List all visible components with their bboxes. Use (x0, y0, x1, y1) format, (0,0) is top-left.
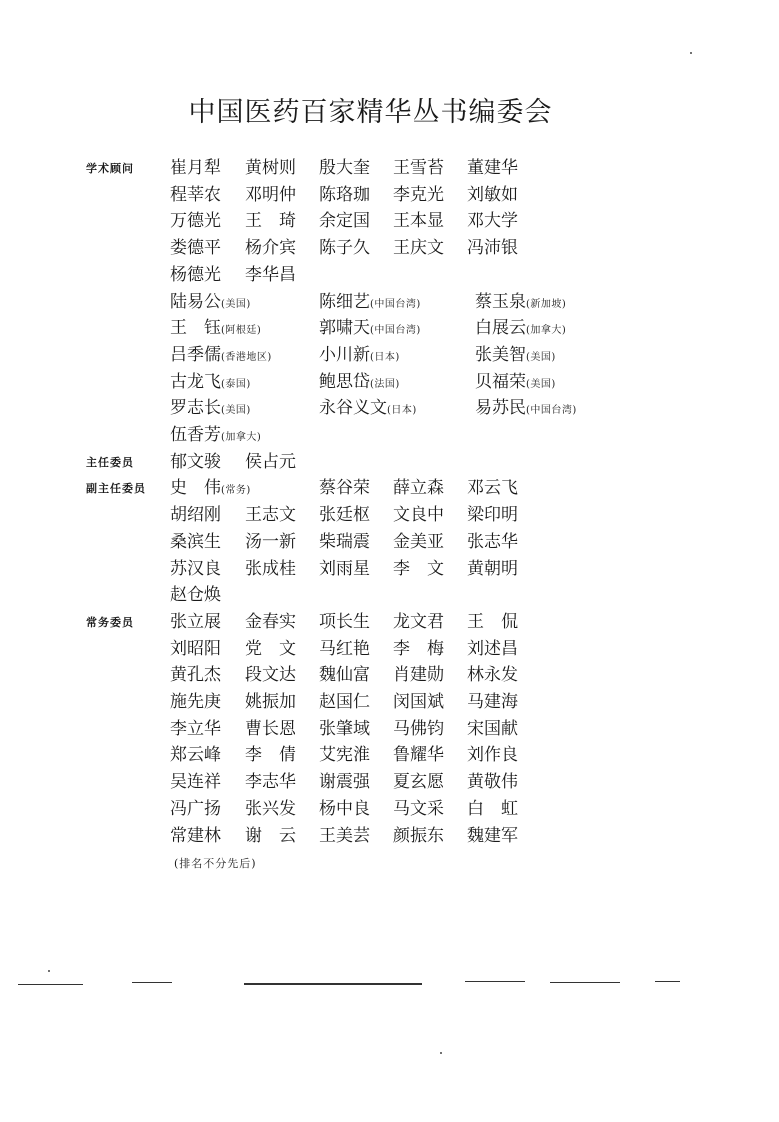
member-name: 陈子久 (319, 238, 370, 259)
member-name: 杨介宾 (245, 238, 296, 259)
member-name: 曹长恩 (245, 718, 296, 739)
member-name: 王庆文 (393, 238, 444, 259)
member-name: 谢 云 (245, 825, 296, 846)
member-name: 郭啸天(中国台湾) (319, 318, 421, 339)
member-name: 黄树则 (245, 158, 296, 178)
member-name: 张廷枢 (319, 505, 370, 526)
member-name: 苏汉良 (170, 558, 221, 579)
member-name: 胡绍刚 (170, 505, 221, 526)
member-note: (美国) (526, 351, 556, 363)
member-name: 刘雨星 (319, 558, 370, 579)
member-name: 金春实 (245, 611, 296, 632)
member-name: 王本显 (393, 211, 444, 232)
member-name: 白展云(加拿大) (475, 318, 567, 339)
member-name: 常建林 (170, 825, 221, 846)
member-name: 马佛钧 (393, 718, 444, 739)
member-note: (美国) (221, 298, 251, 310)
member-name: 魏仙富 (319, 665, 370, 686)
member-name: 李华昌 (245, 264, 296, 285)
member-name: 魏建军 (467, 825, 518, 846)
member-note: (新加坡) (526, 298, 567, 310)
member-name: 艾宪淮 (319, 745, 370, 766)
member-name: 伍香芳(加拿大) (170, 425, 262, 445)
member-note: (美国) (526, 378, 556, 390)
member-name: 李志华 (245, 772, 296, 793)
member-note: (中国台湾) (370, 325, 421, 337)
member-name: 柴瑞震 (319, 531, 370, 552)
member-name: 桑滨生 (170, 531, 221, 552)
member-name: 冯沛银 (467, 238, 518, 259)
member-name: 汤一新 (245, 531, 296, 552)
member-note: (日本) (387, 405, 417, 417)
member-name: 王美芸 (319, 825, 370, 846)
member-name: 小川新(日本) (319, 344, 400, 365)
member-name: 林永发 (467, 665, 518, 686)
member-name: 王志文 (245, 505, 296, 526)
member-note: (加拿大) (526, 325, 567, 337)
member-name: 赵国仁 (319, 692, 370, 712)
member-note: (法国) (370, 378, 400, 390)
section-label: 常务委员 (86, 615, 134, 629)
member-name: 肖建勋 (393, 665, 444, 686)
member-name: 文良中 (393, 505, 444, 526)
member-name: 宋国献 (467, 718, 518, 739)
member-name: 陈珞珈 (319, 184, 370, 205)
member-name: 崔月犁 (170, 158, 221, 178)
member-name: 王 侃 (467, 611, 518, 632)
member-name: 谢震强 (319, 772, 370, 793)
member-name: 史 伟(常务) (170, 478, 251, 499)
member-name: 马建海 (467, 692, 518, 712)
member-name: 王 琦 (245, 211, 296, 232)
member-name: 龙文君 (393, 611, 444, 632)
member-note: (中国台湾) (370, 298, 421, 310)
member-name: 施先庚 (170, 692, 221, 712)
member-name: 邓明仲 (245, 184, 296, 205)
member-name: 鲁耀华 (393, 745, 444, 766)
page-title: 中国医药百家精华丛书编委会 (188, 97, 553, 128)
member-name: 鲍思岱(法国) (319, 371, 400, 392)
member-note: (加拿大) (221, 432, 262, 443)
member-name: 黄孔杰 (170, 665, 221, 686)
member-name: 王 钰(阿根廷) (170, 318, 262, 339)
member-name: 李 文 (393, 558, 444, 579)
member-name: 梁印明 (467, 505, 518, 526)
member-name: 吴连祥 (170, 772, 221, 793)
member-name: 侯占元 (245, 451, 296, 472)
member-name: 娄德平 (170, 238, 221, 259)
member-name: 姚振加 (245, 692, 296, 712)
member-name: 张成桂 (245, 558, 296, 579)
member-name: 金美亚 (393, 531, 444, 552)
member-name: 刘敏如 (467, 184, 518, 205)
member-name: 黄敬伟 (467, 772, 518, 793)
member-name: 白 虹 (467, 798, 518, 819)
member-note: (常务) (221, 485, 251, 497)
section-label: 副主任委员 (86, 482, 146, 496)
member-name: 易苏民(中国台湾) (475, 398, 577, 419)
member-note: (中国台湾) (526, 405, 577, 417)
member-name: 李 倩 (245, 745, 296, 766)
member-name: 张立展 (170, 611, 221, 632)
member-note: (阿根廷) (221, 325, 262, 337)
member-name: 冯广扬 (170, 798, 221, 819)
member-name: 万德光 (170, 211, 221, 232)
member-name: 邓大学 (467, 211, 518, 232)
member-name: 李克光 (393, 184, 444, 205)
member-name: 邓云飞 (467, 478, 518, 499)
member-name: 党 文 (245, 638, 296, 659)
member-name: 蔡谷荣 (319, 478, 370, 499)
member-name: 段文达 (245, 665, 296, 686)
member-name: 程莘农 (170, 184, 221, 205)
member-name: 李 梅 (393, 638, 444, 659)
member-name: 古龙飞(泰国) (170, 371, 251, 392)
member-name: 赵仓焕 (170, 585, 221, 606)
member-name: 罗志长(美国) (170, 398, 251, 419)
member-name: 黄朝明 (467, 558, 518, 579)
member-name: 刘作良 (467, 745, 518, 766)
member-name: 张兴发 (245, 798, 296, 819)
footnote: (排名不分先后) (174, 857, 257, 870)
member-name: 董建华 (467, 158, 518, 178)
member-note: (泰国) (221, 378, 251, 390)
member-name: 马红艳 (319, 638, 370, 659)
member-name: 杨德光 (170, 264, 221, 285)
member-name: 郑云峰 (170, 745, 221, 766)
member-note: (香港地区) (221, 351, 272, 363)
member-name: 贝福荣(美国) (475, 371, 556, 392)
member-note: (日本) (370, 351, 400, 363)
section-label: 主任委员 (86, 455, 134, 469)
member-name: 夏玄愿 (393, 772, 444, 793)
member-name: 张肇域 (319, 718, 370, 739)
member-name: 刘述昌 (467, 638, 518, 659)
member-name: 马文采 (393, 798, 444, 819)
member-name: 吕季儒(香港地区) (170, 344, 272, 365)
member-name: 余定国 (319, 211, 370, 232)
member-name: 郁文骏 (170, 451, 221, 472)
section-label: 学术顾问 (86, 162, 134, 175)
member-name: 李立华 (170, 718, 221, 739)
member-name: 张美智(美国) (475, 344, 556, 365)
member-name: 陈细艺(中国台湾) (319, 291, 421, 312)
member-name: 王雪苔 (393, 158, 444, 178)
member-name: 项长生 (319, 611, 370, 632)
member-name: 刘昭阳 (170, 638, 221, 659)
member-name: 陆易公(美国) (170, 291, 251, 312)
member-note: (美国) (221, 405, 251, 417)
member-name: 薛立森 (393, 478, 444, 499)
member-name: 殷大奎 (319, 158, 370, 178)
member-name: 永谷义文(日本) (319, 398, 417, 419)
member-name: 颜振东 (393, 825, 444, 846)
member-name: 蔡玉泉(新加坡) (475, 291, 567, 312)
member-name: 闵国斌 (393, 692, 444, 712)
member-name: 张志华 (467, 531, 518, 552)
member-name: 杨中良 (319, 798, 370, 819)
